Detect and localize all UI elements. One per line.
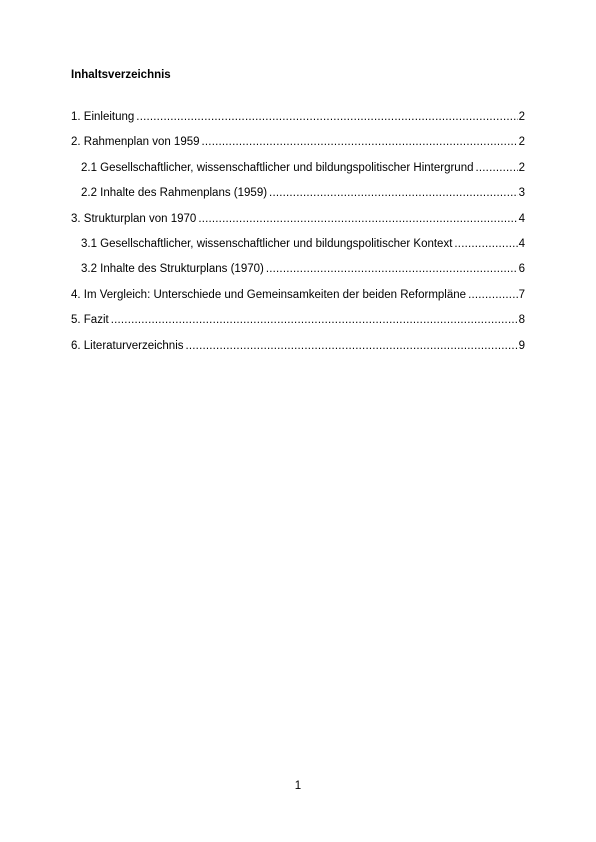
toc-dot-leader [202, 135, 518, 149]
toc-dot-leader [266, 262, 518, 276]
toc-entry-strukturplan-kontext[interactable] [71, 237, 525, 262]
toc-entry-literaturverzeichnis[interactable] [71, 339, 525, 364]
toc-entry-text: 2.2 Inhalte des Rahmenplans (1959) [81, 187, 268, 200]
toc-dot-leader [269, 186, 518, 200]
toc-entry-page: 3 [518, 187, 525, 200]
toc-dot-leader [111, 313, 518, 327]
toc-entry-strukturplan[interactable] [71, 212, 525, 237]
toc-entry-text: 6. Literaturverzeichnis [71, 339, 184, 352]
toc-entry-text: 4. Im Vergleich: Unterschiede und Gemeinsamkeiten der beiden Reformpläne [71, 288, 467, 301]
toc-entry-text: 1. Einleitung [71, 111, 135, 123]
toc-entry-page: 2 [518, 111, 525, 123]
toc-entry-page: 9 [518, 339, 525, 352]
toc-entry-rahmenplan-inhalte[interactable] [71, 186, 525, 211]
toc-entry-page: 8 [518, 314, 525, 327]
toc-dot-leader [198, 212, 517, 226]
toc-entry-strukturplan-inhalte[interactable] [71, 262, 525, 287]
toc-entry-text: 2.1 Gesellschaftlicher, wissenschaftlicher und bildungspolitischer Hintergrund [81, 161, 474, 174]
toc-heading: Inhaltsverzeichnis [71, 69, 171, 81]
toc-entry-rahmenplan-hintergrund[interactable] [71, 161, 525, 186]
toc-entry-vergleich[interactable] [71, 288, 525, 313]
toc-entry-text: 5. Fazit [71, 314, 109, 327]
toc-entry-page: 2 [518, 136, 525, 149]
toc-entry-text: 3.2 Inhalte des Strukturplans (1970) [81, 263, 264, 276]
toc-entry-text: 3. Strukturplan von 1970 [71, 212, 197, 225]
toc-entry-rahmenplan[interactable] [71, 135, 525, 160]
toc-dot-leader [454, 237, 517, 251]
toc-dot-leader [475, 161, 517, 175]
table-of-contents [71, 110, 525, 364]
toc-entry-einleitung[interactable] [71, 110, 525, 135]
page-number: 1 [294, 780, 302, 792]
toc-dot-leader [186, 339, 518, 353]
toc-entry-page: 7 [518, 288, 525, 301]
toc-entry-page: 4 [518, 212, 525, 225]
toc-entry-fazit[interactable] [71, 313, 525, 338]
toc-entry-text: 2. Rahmenplan von 1959 [71, 136, 200, 149]
toc-entry-text: 3.1 Gesellschaftlicher, wissenschaftlicher und bildungspolitischer Kontext [81, 237, 453, 250]
toc-dot-leader [136, 110, 517, 124]
toc-entry-page: 6 [518, 263, 525, 276]
toc-dot-leader [468, 288, 518, 302]
toc-entry-page: 2 [518, 161, 525, 174]
toc-entry-page: 4 [518, 237, 525, 250]
